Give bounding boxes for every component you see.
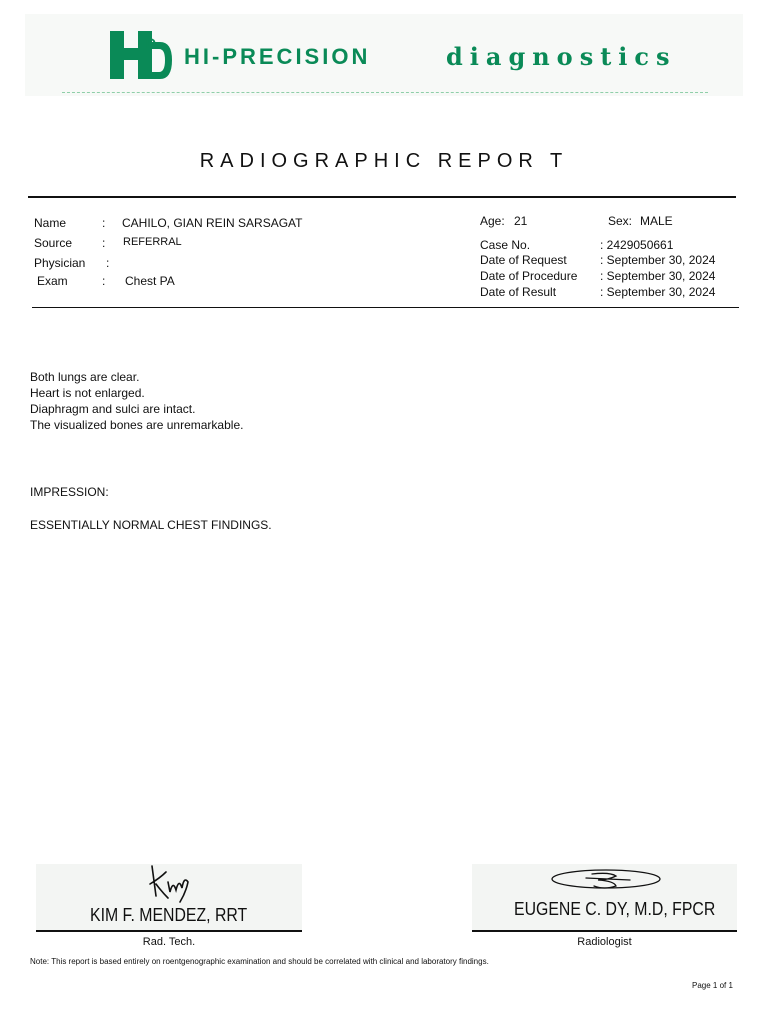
request-date-value: : September 30, 2024	[600, 253, 716, 267]
source-separator: :	[102, 236, 106, 250]
radiologist-name: EUGENE C. DY, M.D, FPCR	[514, 899, 716, 919]
exam-value: Chest PA	[125, 274, 175, 288]
radiologist-signature-icon	[550, 866, 666, 894]
impression-label: IMPRESSION:	[30, 485, 109, 499]
sex-label: Sex:	[608, 214, 633, 228]
exam-label: Exam	[37, 274, 68, 288]
brand-suffix: diagnostics	[446, 42, 677, 71]
hd-logo-icon	[108, 28, 174, 82]
brand-name: HI-PRECISION	[184, 44, 371, 69]
source-value: REFERRAL	[123, 236, 182, 248]
age-label: Age:	[480, 214, 505, 228]
radiologist-signature-line	[472, 930, 737, 932]
top-divider	[28, 196, 736, 198]
sex-value: MALE	[640, 214, 673, 228]
radiologist-role: Radiologist	[577, 936, 632, 948]
finding-line: Diaphragm and sulci are intact.	[30, 402, 196, 416]
logo	[108, 28, 174, 87]
page-number: Page 1 of 1	[692, 981, 733, 990]
procedure-date-label: Date of Procedure	[480, 269, 578, 283]
middle-divider	[32, 307, 739, 308]
procedure-date-value: : September 30, 2024	[600, 269, 716, 283]
impression-text: ESSENTIALLY NORMAL CHEST FINDINGS.	[30, 518, 272, 532]
physician-separator: :	[106, 256, 110, 270]
tech-role: Rad. Tech.	[142, 936, 196, 948]
tech-signature-line	[36, 930, 302, 932]
age-value: 21	[514, 214, 528, 228]
source-label: Source	[34, 236, 73, 250]
case-no-label: Case No.	[480, 238, 531, 252]
name-label: Name	[34, 216, 67, 230]
report-title: RADIOGRAPHIC REPOR T	[199, 150, 569, 172]
physician-label: Physician	[34, 256, 86, 270]
tech-name: KIM F. MENDEZ, RRT	[90, 905, 248, 925]
name-separator: :	[102, 216, 106, 230]
patient-name: CAHILO, GIAN REIN SARSAGAT	[122, 216, 303, 230]
finding-line: Heart is not enlarged.	[30, 386, 145, 400]
case-no-value: : 2429050661	[600, 238, 674, 252]
finding-line: Both lungs are clear.	[30, 370, 140, 384]
request-date-label: Date of Request	[480, 253, 567, 267]
exam-separator: :	[102, 274, 106, 288]
result-date-label: Date of Result	[480, 285, 557, 299]
svg-text:D: D	[146, 35, 157, 51]
header-divider	[62, 92, 708, 93]
finding-line: The visualized bones are unremarkable.	[30, 418, 244, 432]
result-date-value: : September 30, 2024	[600, 285, 716, 299]
disclaimer-note: Note: This report is based entirely on roentgenographic examination and should be correlated with clinical and laboratory findings.	[30, 957, 489, 966]
tech-signature-icon	[146, 862, 200, 904]
